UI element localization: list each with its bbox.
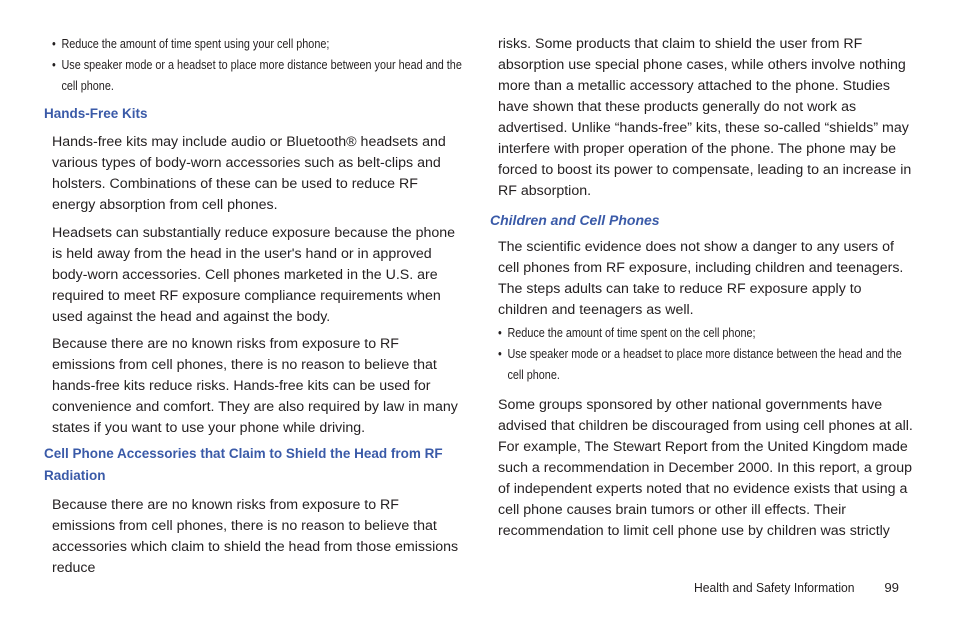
section-heading-shield-accessories: Cell Phone Accessories that Claim to Shield the Head from RF Radiation [44, 446, 443, 483]
list-item: • Use speaker mode or a headset to place more distance between the head and the cell phone. [498, 344, 916, 386]
page-footer [694, 578, 899, 598]
paragraph: Because there are no known risks from exposure to RF emissions from cell phones, there is no reason to believe that hands-free kits reduce risks. Hands-free kits can be used for convenience and comfort. They are also required by law in many states if you want to use your phone while driving. [52, 336, 458, 436]
footer-section-title: Health and Safety Information [694, 580, 855, 595]
paragraph: Hands-free kits may include audio or Bluetooth® headsets and various types of body-worn accessories such as belt-clips and holsters. Combinations of these can be used to reduce RF energy absorption from cell phones. [52, 134, 446, 213]
section-heading-hands-free-kits: Hands-Free Kits [44, 106, 148, 121]
list-item: • Reduce the amount of time spent using your cell phone; [52, 34, 470, 55]
paragraph: risks. Some products that claim to shield the user from RF absorption use special phone cases, while others involve nothing more than a metallic accessory attached to the phone. Studies have shown that these products generally do not work as advertised. Unlike “hands-free” kits, these so-called “shields” may interfere with proper operation of the phone. The phone may be forced to boost its power to compensate, leading to an increase in RF absorption. [498, 36, 912, 199]
bullet-list-reduce-exposure [52, 34, 462, 97]
paragraph: Some groups sponsored by other national governments have advised that children be discouraged from using cell phones at all. For example, The Stewart Report from the United Kingdom made such a recommendation in December 2000. In this report, a group of independent experts noted that no evidence exists that using a cell phone causes brain tumors or other ill effects. Their recommendation to limit cell phone use by children was strictly [498, 397, 913, 539]
list-item: • Use speaker mode or a headset to place more distance between your head and the cell phone. [52, 55, 470, 97]
bullet-list-children-exposure [498, 323, 908, 386]
section-heading-children: Children and Cell Phones [490, 212, 660, 228]
paragraph: Because there are no known risks from exposure to RF emissions from cell phones, there is no reason to believe that accessories which claim to shield the head from those emissions reduce [52, 497, 459, 576]
paragraph: Headsets can substantially reduce exposure because the phone is held away from the head in the user's hand or in approved body-worn accessories. Cell phones marketed in the U.S. are required to meet RF exposure compliance requirements when used against the head and against the body. [52, 225, 456, 325]
page-number: 99 [884, 580, 899, 595]
list-item: • Reduce the amount of time spent on the cell phone; [498, 323, 916, 344]
paragraph: The scientific evidence does not show a danger to any users of cell phones from RF exposure, including children and teenagers. The steps adults can take to reduce RF exposure apply to children and teenagers as well. [498, 239, 904, 318]
